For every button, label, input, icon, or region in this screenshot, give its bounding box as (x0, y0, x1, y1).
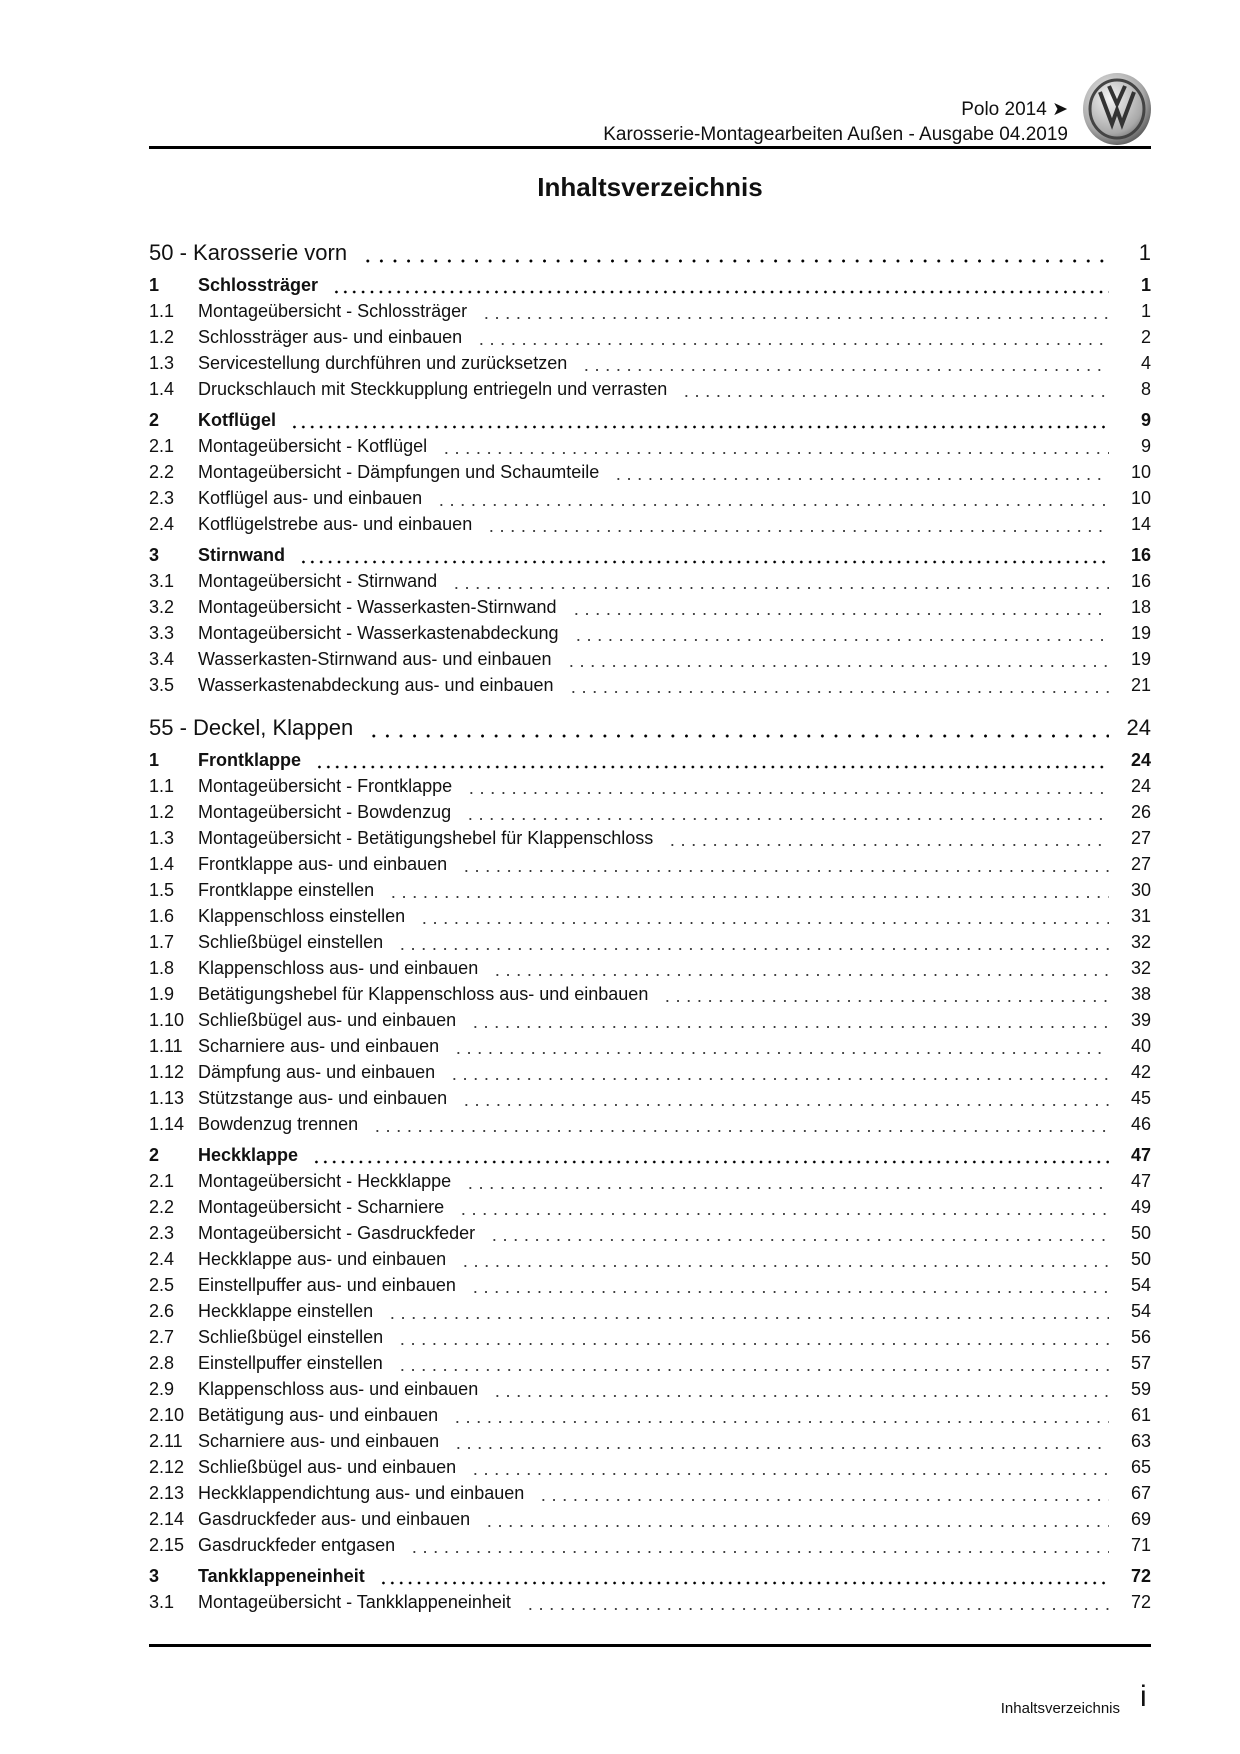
entry-title: Scharniere aus- und einbauen (198, 1431, 440, 1451)
entry-title: Druckschlauch mit Steckkupplung entriegeln und verrasten (198, 379, 668, 399)
entry-number: 1.13 (149, 1088, 185, 1108)
entry-page: 72 (1130, 1566, 1151, 1586)
entry-page: 63 (1130, 1431, 1151, 1451)
dot-leader (470, 1290, 1109, 1294)
entry-title: Betätigungshebel für Klappenschloss aus- und einbauen (198, 984, 649, 1004)
entry-title: Montageübersicht - Tankklappeneinheit (198, 1592, 511, 1612)
entry-page: 42 (1130, 1062, 1151, 1082)
toc-item[interactable] (149, 623, 1151, 649)
entry-page: 10 (1130, 488, 1151, 508)
entry-number: 1.1 (149, 776, 175, 796)
entry-title: Schließbügel einstellen (198, 932, 384, 952)
entry-page: 10 (1130, 462, 1151, 482)
entry-number: 2.6 (149, 1301, 175, 1321)
dot-leader (484, 1524, 1109, 1528)
entry-title: Einstellpuffer aus- und einbauen (198, 1275, 456, 1295)
entry-page: 40 (1130, 1036, 1151, 1056)
dot-leader (315, 765, 1109, 769)
entry-page: 67 (1130, 1483, 1151, 1503)
entry-title: Schlossträger (198, 275, 319, 295)
entry-title: Heckklappendichtung aus- und einbauen (198, 1483, 525, 1503)
entry-page: 1 (1140, 275, 1151, 295)
entry-page: 2 (1140, 327, 1151, 347)
toc-item[interactable] (149, 327, 1151, 353)
entry-title: Gasdruckfeder aus- und einbauen (198, 1509, 471, 1529)
entry-number: 1.10 (149, 1010, 185, 1030)
entry-number: 2.9 (149, 1379, 175, 1399)
entry-title: 50 - Karosserie vorn (149, 240, 348, 265)
entry-title: Heckklappe aus- und einbauen (198, 1249, 447, 1269)
dot-leader (299, 560, 1109, 564)
entry-title: Montageübersicht - Bowdenzug (198, 802, 452, 822)
entry-page: 24 (1126, 715, 1151, 740)
dot-leader (581, 368, 1109, 372)
toc-section[interactable] (149, 1145, 1151, 1171)
dot-leader (476, 342, 1109, 346)
entry-number: 1.8 (149, 958, 175, 978)
entry-page: 9 (1140, 436, 1151, 456)
entry-page: 27 (1130, 828, 1151, 848)
entry-number: 3.1 (149, 1592, 175, 1612)
entry-number: 1.4 (149, 854, 175, 874)
toc-item[interactable] (149, 1171, 1151, 1197)
entry-page: 27 (1130, 854, 1151, 874)
header-subtitle: Karosserie-Montagearbeiten Außen - Ausgabe 04.2019 (603, 124, 1068, 145)
entry-page: 39 (1130, 1010, 1151, 1030)
entry-number: 2.4 (149, 514, 175, 534)
entry-number: 1.12 (149, 1062, 185, 1082)
entry-title: Betätigung aus- und einbauen (198, 1405, 439, 1425)
entry-number: 2.12 (149, 1457, 185, 1477)
entry-title: Klappenschloss aus- und einbauen (198, 1379, 479, 1399)
entry-title: Schließbügel einstellen (198, 1327, 384, 1347)
entry-title: Montageübersicht - Wasserkastenabdeckung (198, 623, 559, 643)
dot-leader (379, 1581, 1109, 1585)
entry-number: 2.1 (149, 1171, 175, 1191)
entry-number: 1.6 (149, 906, 175, 926)
toc-item[interactable] (149, 1036, 1151, 1062)
entry-number: 2.11 (149, 1431, 183, 1451)
dot-leader (397, 1342, 1109, 1346)
entry-page: 31 (1130, 906, 1151, 926)
entry-number: 2.3 (149, 488, 175, 508)
dot-leader (492, 1394, 1109, 1398)
entry-number: 2.4 (149, 1249, 175, 1269)
toc-chapter[interactable] (149, 715, 1151, 745)
entry-page: 14 (1130, 514, 1151, 534)
toc-item[interactable] (149, 1249, 1151, 1275)
entry-title: Kotflügel (198, 410, 276, 430)
entry-page: 30 (1130, 880, 1151, 900)
toc-item[interactable] (149, 1301, 1151, 1327)
entry-number: 1.3 (149, 353, 175, 373)
toc-item[interactable] (149, 1509, 1151, 1535)
entry-title: Stützstange aus- und einbauen (198, 1088, 448, 1108)
dot-leader (492, 973, 1109, 977)
page-title: Inhaltsverzeichnis (537, 172, 763, 202)
toc-item[interactable] (149, 353, 1151, 379)
toc-item[interactable] (149, 1062, 1151, 1088)
entry-title: Schließbügel aus- und einbauen (198, 1010, 457, 1030)
dot-leader (449, 1077, 1109, 1081)
toc-item[interactable] (149, 958, 1151, 984)
entry-number: 3.3 (149, 623, 175, 643)
entry-title: 55 - Deckel, Klappen (149, 715, 354, 740)
entry-page: 65 (1130, 1457, 1151, 1477)
entry-number: 1.2 (149, 327, 175, 347)
entry-page: 19 (1130, 649, 1151, 669)
entry-number: 2 (149, 1145, 160, 1165)
toc-item[interactable] (149, 1275, 1151, 1301)
dot-leader (538, 1498, 1109, 1502)
toc-item[interactable] (149, 932, 1151, 958)
entry-number: 3.1 (149, 571, 175, 591)
entry-title: Schlossträger aus- und einbauen (198, 327, 463, 347)
dot-leader (451, 586, 1109, 590)
toc-item[interactable] (149, 462, 1151, 488)
footer-label: Inhaltsverzeichnis (1000, 1700, 1120, 1717)
dot-leader (465, 1186, 1109, 1190)
entry-page: 24 (1130, 750, 1151, 770)
toc-item[interactable] (149, 1535, 1151, 1561)
toc-item[interactable] (149, 1010, 1151, 1036)
entry-number: 3.2 (149, 597, 175, 617)
dot-leader (470, 1472, 1109, 1476)
toc-chapter[interactable] (149, 240, 1151, 270)
entry-title: Wasserkastenabdeckung aus- und einbauen (198, 675, 554, 695)
entry-page: 38 (1130, 984, 1151, 1004)
toc-item[interactable] (149, 1379, 1151, 1405)
entry-page: 54 (1130, 1275, 1151, 1295)
footer-page: i (1140, 1680, 1147, 1713)
toc-section[interactable] (149, 275, 1151, 301)
entry-title: Montageübersicht - Frontklappe (198, 776, 453, 796)
dot-leader (441, 451, 1109, 455)
toc-item[interactable] (149, 1353, 1151, 1379)
toc-section[interactable] (149, 750, 1151, 776)
dot-leader (461, 869, 1109, 873)
toc-item[interactable] (149, 301, 1151, 327)
header-model: Polo 2014 ➤ (961, 99, 1068, 120)
entry-title: Frontklappe einstellen (198, 880, 375, 900)
dot-leader (681, 394, 1109, 398)
entry-number: 2.14 (149, 1509, 185, 1529)
entry-page: 47 (1130, 1145, 1151, 1165)
toc-item[interactable] (149, 906, 1151, 932)
entry-page: 16 (1130, 571, 1151, 591)
entry-title: Heckklappe einstellen (198, 1301, 374, 1321)
entry-page: 32 (1130, 958, 1151, 978)
toc-section[interactable] (149, 1566, 1151, 1592)
dot-leader (573, 638, 1109, 642)
dot-leader (409, 1550, 1109, 1554)
entry-number: 1.5 (149, 880, 175, 900)
dot-leader (568, 690, 1109, 694)
entry-page: 24 (1130, 776, 1151, 796)
table-of-contents (149, 240, 1151, 1618)
entry-number: 2.15 (149, 1535, 185, 1555)
toc-item[interactable] (149, 1431, 1151, 1457)
dot-leader (525, 1607, 1109, 1611)
entry-title: Montageübersicht - Betätigungshebel für Klappenschloss (198, 828, 654, 848)
entry-number: 2.3 (149, 1223, 175, 1243)
entry-page: 56 (1130, 1327, 1151, 1347)
toc-item[interactable] (149, 776, 1151, 802)
toc-item[interactable] (149, 984, 1151, 1010)
toc-item[interactable] (149, 802, 1151, 828)
entry-number: 1 (149, 275, 160, 295)
entry-title: Montageübersicht - Heckklappe (198, 1171, 452, 1191)
entry-page: 59 (1130, 1379, 1151, 1399)
entry-number: 2.13 (149, 1483, 185, 1503)
entry-number: 2.8 (149, 1353, 175, 1373)
entry-page: 50 (1130, 1223, 1151, 1243)
entry-number: 3 (149, 1566, 160, 1586)
entry-title: Montageübersicht - Dämpfungen und Schaumteile (198, 462, 600, 482)
dot-leader (452, 1420, 1109, 1424)
dot-leader (387, 1316, 1109, 1320)
entry-title: Dämpfung aus- und einbauen (198, 1062, 436, 1082)
dot-leader (312, 1160, 1109, 1164)
entry-page: 4 (1140, 353, 1151, 373)
entry-title: Wasserkasten-Stirnwand aus- und einbauen (198, 649, 552, 669)
entry-number: 2.2 (149, 462, 175, 482)
toc-item[interactable] (149, 514, 1151, 540)
dot-leader (667, 843, 1109, 847)
entry-page: 9 (1140, 410, 1151, 430)
toc-item[interactable] (149, 649, 1151, 675)
toc-item[interactable] (149, 597, 1151, 623)
entry-page: 1 (1140, 301, 1151, 321)
dot-leader (486, 529, 1109, 533)
entry-page: 32 (1130, 932, 1151, 952)
entry-number: 2 (149, 410, 160, 430)
entry-page: 69 (1130, 1509, 1151, 1529)
entry-number: 2.10 (149, 1405, 185, 1425)
dot-leader (372, 1129, 1109, 1133)
entry-page: 46 (1130, 1114, 1151, 1134)
entry-page: 72 (1130, 1592, 1151, 1612)
dot-leader (397, 1368, 1109, 1372)
entry-title: Servicestellung durchführen und zurücksetzen (198, 353, 568, 373)
dot-leader (613, 477, 1109, 481)
dot-leader (489, 1238, 1109, 1242)
entry-number: 2.5 (149, 1275, 175, 1295)
entry-number: 1.14 (149, 1114, 185, 1134)
toc-item[interactable] (149, 1457, 1151, 1483)
entry-page: 47 (1130, 1171, 1151, 1191)
entry-number: 3.5 (149, 675, 175, 695)
entry-number: 1.1 (149, 301, 175, 321)
dot-leader (481, 316, 1109, 320)
entry-title: Bowdenzug trennen (198, 1114, 359, 1134)
entry-title: Montageübersicht - Wasserkasten-Stirnwand (198, 597, 557, 617)
entry-page: 45 (1130, 1088, 1151, 1108)
entry-title: Einstellpuffer einstellen (198, 1353, 383, 1373)
toc-section[interactable] (149, 410, 1151, 436)
entry-title: Kotflügel aus- und einbauen (198, 488, 423, 508)
entry-number: 1.9 (149, 984, 175, 1004)
toc-item[interactable] (149, 1405, 1151, 1431)
dot-leader (662, 999, 1109, 1003)
toc-item[interactable] (149, 1592, 1151, 1618)
entry-title: Klappenschloss aus- und einbauen (198, 958, 479, 978)
entry-page: 1 (1138, 240, 1151, 265)
entry-title: Frontklappe aus- und einbauen (198, 854, 448, 874)
entry-title: Montageübersicht - Gasdruckfeder (198, 1223, 476, 1243)
entry-page: 50 (1130, 1249, 1151, 1269)
entry-number: 1.4 (149, 379, 175, 399)
entry-title: Heckklappe (198, 1145, 299, 1165)
vw-logo (1082, 72, 1152, 146)
toc-item[interactable] (149, 880, 1151, 906)
entry-title: Gasdruckfeder entgasen (198, 1535, 396, 1555)
toc-item[interactable] (149, 1223, 1151, 1249)
entry-page: 21 (1130, 675, 1151, 695)
entry-number: 1.3 (149, 828, 175, 848)
entry-title: Tankklappeneinheit (198, 1566, 365, 1586)
entry-number: 3 (149, 545, 160, 565)
entry-page: 49 (1130, 1197, 1151, 1217)
entry-page: 61 (1130, 1405, 1151, 1425)
dot-leader (436, 503, 1109, 507)
entry-title: Kotflügelstrebe aus- und einbauen (198, 514, 473, 534)
dot-leader (461, 1103, 1109, 1107)
dot-leader (361, 259, 1109, 263)
dot-leader (465, 817, 1109, 821)
toc-item[interactable] (149, 1483, 1151, 1509)
dot-leader (419, 921, 1109, 925)
entry-number: 2.7 (149, 1327, 175, 1347)
dot-leader (470, 1025, 1109, 1029)
dot-leader (466, 791, 1109, 795)
header-rule (149, 146, 1151, 149)
dot-leader (566, 664, 1109, 668)
toc-item[interactable] (149, 675, 1151, 701)
entry-number: 1 (149, 750, 160, 770)
entry-page: 19 (1130, 623, 1151, 643)
footer-rule (149, 1644, 1151, 1647)
entry-title: Schließbügel aus- und einbauen (198, 1457, 457, 1477)
entry-page: 8 (1140, 379, 1151, 399)
entry-number: 2.1 (149, 436, 175, 456)
entry-title: Stirnwand (198, 545, 286, 565)
dot-leader (453, 1446, 1109, 1450)
dot-leader (571, 612, 1110, 616)
entry-title: Klappenschloss einstellen (198, 906, 406, 926)
entry-title: Montageübersicht - Scharniere (198, 1197, 445, 1217)
toc-item[interactable] (149, 854, 1151, 880)
entry-page: 71 (1130, 1535, 1151, 1555)
toc-item[interactable] (149, 1197, 1151, 1223)
entry-number: 1.7 (149, 932, 175, 952)
dot-leader (460, 1264, 1109, 1268)
entry-title: Scharniere aus- und einbauen (198, 1036, 440, 1056)
toc-item[interactable] (149, 1327, 1151, 1353)
entry-page: 26 (1130, 802, 1151, 822)
dot-leader (453, 1051, 1109, 1055)
toc-item[interactable] (149, 436, 1151, 462)
toc-item[interactable] (149, 1114, 1151, 1140)
entry-number: 3.4 (149, 649, 175, 669)
entry-number: 2.2 (149, 1197, 175, 1217)
entry-title: Montageübersicht - Kotflügel (198, 436, 428, 456)
entry-page: 18 (1130, 597, 1151, 617)
entry-title: Frontklappe (198, 750, 302, 770)
entry-title: Montageübersicht - Schlossträger (198, 301, 468, 321)
toc-item[interactable] (149, 488, 1151, 514)
dot-leader (332, 290, 1109, 294)
entry-title: Montageübersicht - Stirnwand (198, 571, 438, 591)
entry-number: 1.2 (149, 802, 175, 822)
entry-page: 54 (1130, 1301, 1151, 1321)
entry-page: 16 (1130, 545, 1151, 565)
dot-leader (458, 1212, 1109, 1216)
entry-page: 57 (1130, 1353, 1151, 1373)
toc-item[interactable] (149, 828, 1151, 854)
entry-number: 1.11 (149, 1036, 183, 1056)
dot-leader (397, 947, 1109, 951)
toc-section[interactable] (149, 545, 1151, 571)
toc-item[interactable] (149, 1088, 1151, 1114)
toc-item[interactable] (149, 571, 1151, 597)
dot-leader (290, 425, 1109, 429)
toc-item[interactable] (149, 379, 1151, 405)
dot-leader (388, 895, 1109, 899)
dot-leader (367, 734, 1109, 738)
